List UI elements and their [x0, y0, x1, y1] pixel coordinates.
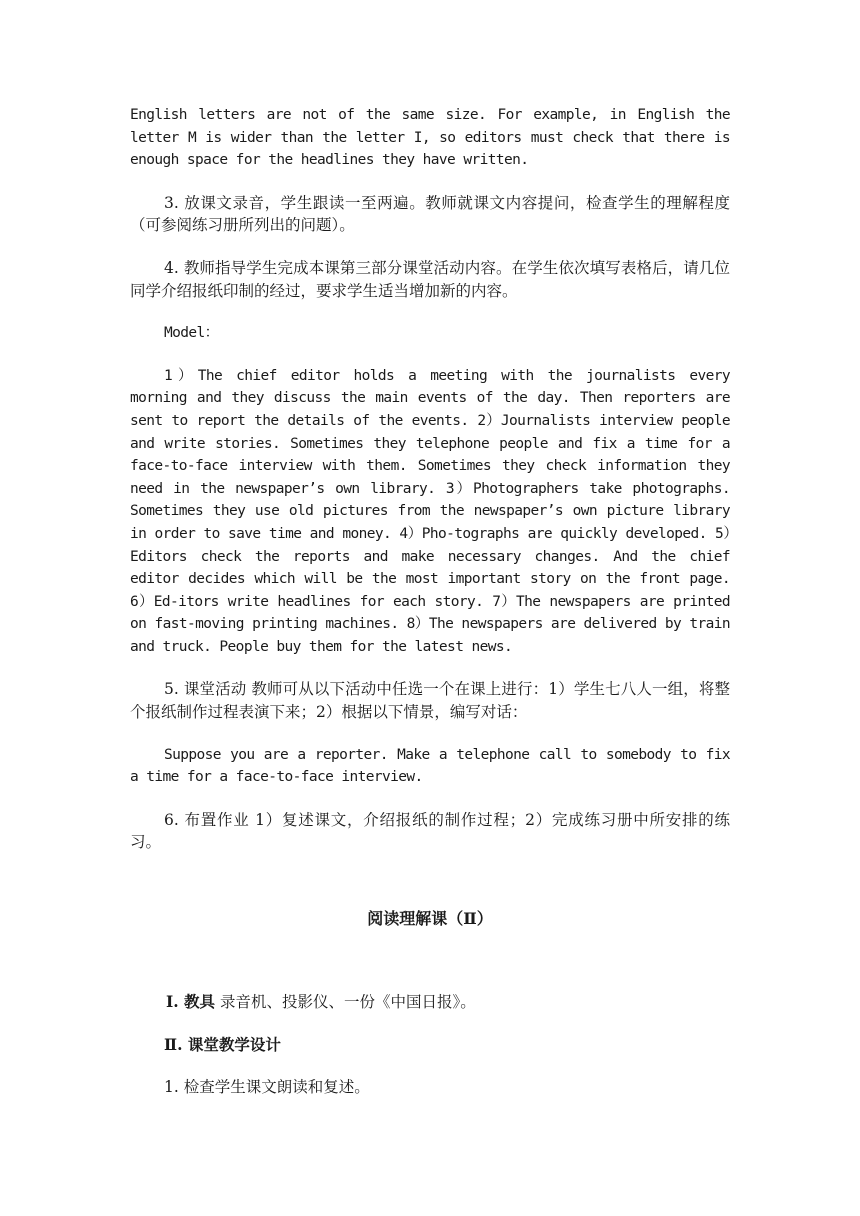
item-teaching-aids-label: Ⅰ. 教具 — [166, 992, 216, 1012]
section-title: 阅读理解课（Ⅱ） — [367, 909, 493, 929]
paragraph-model-text: 1）The chief editor holds a meeting with the journalists every morning and they discuss the main events of the day. Then reporters are sent to report the details of the events. 2）Journalists interview people and write stories. Sometimes they telephone people and fix a time for a face-to-face interview with them. Sometimes they check information they need in the newspaper’s own library. 3）Photographers take photographs. Sometimes they use old pictures from the newspaper’s own picture library in order to save time and money. 4）Pho-tographs are quickly developed. 5）Editors check the reports and make necessary changes. And the chief editor decides which will be the most important story on the front page. 6）Ed-itors write headlines for each story. 7）The newspapers are printed on fast-moving printing machines. 8）The newspapers are delivered by train and truck. People buy them for the latest news. — [130, 367, 730, 655]
item-teaching-aids — [130, 991, 730, 1014]
paragraph-letter-size: English letters are not of the same size. For example, in English the letter M is wider than the letter I, so editors must check that there is enough space for the headlines they have written. — [130, 107, 730, 169]
paragraph-scenario: Suppose you are a reporter. Make a telephone call to somebody to fix a time for a face-to-face interview. — [130, 746, 730, 786]
paragraph-step-5: 5. 课堂活动 教师可从以下活动中任选一个在课上进行：1）学生七八人一组，将整个报纸制作过程表演下来；2）根据以下情景，编写对话： — [130, 680, 730, 722]
document-page — [130, 104, 730, 1099]
item-lesson-design: Ⅱ. 课堂教学设计 — [164, 1034, 281, 1054]
paragraph-step-6: 6. 布置作业 1）复述课文，介绍报纸的制作过程；2）完成练习册中所安排的练习。 — [130, 810, 730, 852]
item-teaching-aids-text: 录音机、投影仪、一份《中国日报》。 — [215, 993, 476, 1012]
item-check-reading: 1. 检查学生课文朗读和复述。 — [164, 1078, 370, 1097]
paragraph-step-4: 4. 教师指导学生完成本课第三部分课堂活动内容。在学生依次填写表格后，请几位同学介绍报纸印制的经过，要求学生适当增加新的内容。 — [130, 258, 730, 300]
paragraph-model-label: Model： — [164, 325, 219, 342]
paragraph-step-3: 3. 放课文录音，学生跟读一至两遍。教师就课文内容提问，检查学生的理解程度（可参阅练习册所列出的问题）。 — [130, 193, 730, 235]
